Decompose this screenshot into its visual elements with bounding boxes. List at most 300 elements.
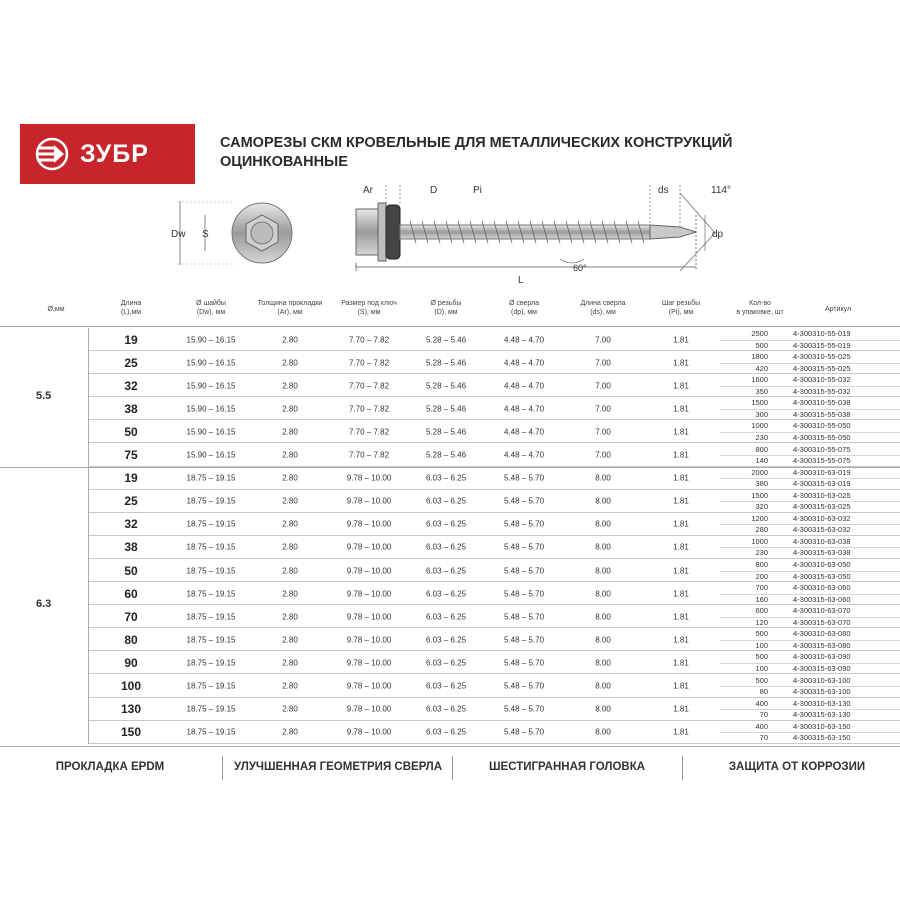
header-text: (L),мм [120, 308, 142, 316]
label-s: S [202, 229, 209, 240]
header-text: Длина [120, 300, 142, 307]
row-divider [88, 743, 900, 744]
title-line-1: САМОРЕЗЫ СКМ КРОВЕЛЬНЫЕ ДЛЯ МЕТАЛЛИЧЕСКИХ КОНСТРУКЦИЙ [220, 135, 733, 151]
cell-article: 4-300315-55-025 [793, 363, 851, 373]
cell-length: 50 [124, 563, 138, 578]
cell-s: 9.78 – 10.00 [346, 658, 392, 668]
cell-quantity: 400 [755, 698, 768, 708]
subrow-divider [720, 409, 900, 410]
cell-article: 4-300315-63-090 [793, 663, 851, 673]
cell-ds: 8.00 [595, 566, 611, 576]
header-washer [196, 300, 226, 317]
cell-ar: 2.80 [282, 404, 298, 414]
subrow-divider [720, 571, 900, 572]
label-angle-tip: 114° [711, 185, 731, 196]
label-d: D [430, 185, 438, 196]
cell-d: 6.03 – 6.25 [425, 519, 467, 529]
cell-ds: 8.00 [595, 612, 611, 622]
cell-dw: 18.75 – 19.15 [186, 681, 236, 691]
header-text: (Pi), мм [668, 308, 694, 316]
screw-diagram [160, 175, 740, 295]
cell-article: 4-300310-63-019 [793, 467, 851, 477]
cell-ds: 8.00 [595, 473, 611, 483]
cell-length: 60 [124, 586, 138, 601]
header-article [825, 306, 851, 315]
cell-pi: 1.81 [673, 381, 689, 391]
table-bottom-divider [0, 746, 900, 747]
cell-length: 25 [124, 494, 138, 509]
cell-dw: 18.75 – 19.15 [186, 542, 236, 552]
cell-ar: 2.80 [282, 542, 298, 552]
cell-ar: 2.80 [282, 381, 298, 391]
cell-quantity: 1500 [751, 490, 768, 500]
cell-quantity: 350 [755, 386, 768, 396]
cell-length: 70 [124, 609, 138, 624]
cell-dw: 15.90 – 16.15 [186, 381, 236, 391]
subrow-divider [720, 686, 900, 687]
cell-d: 6.03 – 6.25 [425, 612, 467, 622]
cell-article: 4-300315-63-130 [793, 710, 851, 720]
cell-pi: 1.81 [673, 589, 689, 599]
cell-quantity: 600 [755, 606, 768, 616]
cell-article: 4-300310-55-032 [793, 375, 851, 385]
cell-ar: 2.80 [282, 427, 298, 437]
cell-quantity: 80 [759, 687, 768, 697]
cell-ds: 8.00 [595, 542, 611, 552]
group-column-divider [88, 328, 89, 467]
table-row [0, 328, 900, 351]
cell-length: 75 [124, 448, 138, 463]
cell-s: 9.78 – 10.00 [346, 496, 392, 506]
cell-quantity: 1000 [751, 536, 768, 546]
cell-s: 9.78 – 10.00 [346, 519, 392, 529]
subrow-divider [720, 340, 900, 341]
table-row [0, 721, 900, 744]
title-line-2: ОЦИНКОВАННЫЕ [220, 154, 348, 170]
cell-dw: 15.90 – 16.15 [186, 335, 236, 345]
cell-article: 4-300315-63-100 [793, 687, 851, 697]
cell-d: 6.03 – 6.25 [425, 658, 467, 668]
cell-ds: 7.00 [595, 381, 611, 391]
cell-ar: 2.80 [282, 519, 298, 529]
subrow-divider [720, 640, 900, 641]
cell-article: 4-300310-63-060 [793, 583, 851, 593]
table-row [0, 444, 900, 467]
feature-hex-head: ШЕСТИГРАННАЯ ГОЛОВКА [488, 761, 646, 773]
cell-ar: 2.80 [282, 681, 298, 691]
cell-ar: 2.80 [282, 727, 298, 737]
cell-d: 6.03 – 6.25 [425, 566, 467, 576]
cell-pi: 1.81 [673, 612, 689, 622]
cell-dp: 5.48 – 5.70 [503, 727, 545, 737]
subrow-divider [720, 524, 900, 525]
cell-dp: 5.48 – 5.70 [503, 542, 545, 552]
header-thread-pitch [662, 300, 700, 317]
table-row [0, 536, 900, 559]
cell-pi: 1.81 [673, 335, 689, 345]
cell-dp: 5.48 – 5.70 [503, 704, 545, 714]
subrow-divider [720, 617, 900, 618]
cell-article: 4-300310-63-080 [793, 629, 851, 639]
cell-ds: 8.00 [595, 681, 611, 691]
cell-ar: 2.80 [282, 335, 298, 345]
cell-ar: 2.80 [282, 358, 298, 368]
cell-dw: 15.90 – 16.15 [186, 358, 236, 368]
cell-length: 90 [124, 655, 138, 670]
table-row [0, 513, 900, 536]
cell-length: 32 [124, 378, 138, 393]
feature-divider [682, 756, 683, 780]
cell-article: 4-300310-63-100 [793, 675, 851, 685]
cell-pi: 1.81 [673, 404, 689, 414]
feature-corrosion: ЗАЩИТА ОТ КОРРОЗИИ [728, 761, 866, 773]
cell-dw: 15.90 – 16.15 [186, 427, 236, 437]
cell-dw: 18.75 – 19.15 [186, 473, 236, 483]
header-text: Ø резьбы [430, 300, 462, 307]
cell-dw: 18.75 – 19.15 [186, 566, 236, 576]
cell-article: 4-300310-63-032 [793, 513, 851, 523]
cell-dp: 5.48 – 5.70 [503, 473, 545, 483]
cell-ar: 2.80 [282, 496, 298, 506]
cell-s: 9.78 – 10.00 [346, 727, 392, 737]
cell-quantity: 500 [755, 675, 768, 685]
cell-dp: 5.48 – 5.70 [503, 635, 545, 645]
cell-dw: 18.75 – 19.15 [186, 635, 236, 645]
cell-quantity: 1800 [751, 352, 768, 362]
cell-ds: 8.00 [595, 496, 611, 506]
cell-pi: 1.81 [673, 450, 689, 460]
cell-quantity: 2000 [751, 467, 768, 477]
cell-article: 4-300315-63-050 [793, 571, 851, 581]
cell-length: 150 [120, 725, 142, 740]
cell-article: 4-300315-63-150 [793, 733, 851, 743]
header-quantity [736, 300, 783, 317]
cell-quantity: 800 [755, 444, 768, 454]
cell-length: 38 [124, 401, 138, 416]
cell-quantity: 230 [755, 548, 768, 558]
cell-d: 5.28 – 5.46 [425, 358, 467, 368]
cell-quantity: 2500 [751, 329, 768, 338]
subrow-divider [720, 547, 900, 548]
cell-s: 9.78 – 10.00 [346, 542, 392, 552]
cell-s: 7.70 – 7.82 [348, 427, 390, 437]
header-text: в упаковке, шт [736, 308, 784, 316]
cell-dp: 5.48 – 5.70 [503, 612, 545, 622]
cell-s: 9.78 – 10.00 [346, 635, 392, 645]
cell-d: 6.03 – 6.25 [425, 473, 467, 483]
cell-article: 4-300310-63-070 [793, 606, 851, 616]
cell-quantity: 500 [755, 652, 768, 662]
cell-dp: 5.48 – 5.70 [503, 681, 545, 691]
cell-quantity: 230 [755, 432, 768, 442]
cell-length: 130 [120, 702, 142, 717]
header-gasket [258, 300, 323, 317]
cell-ds: 7.00 [595, 358, 611, 368]
cell-article: 4-300310-55-050 [793, 421, 851, 431]
header-key-size [341, 300, 397, 317]
table-header [0, 300, 900, 326]
subrow-divider [720, 709, 900, 710]
label-l: L [518, 275, 524, 286]
feature-drill-geometry: УЛУЧШЕННАЯ ГЕОМЕТРИЯ СВЕРЛА [233, 761, 443, 773]
cell-d: 6.03 – 6.25 [425, 727, 467, 737]
cell-s: 9.78 – 10.00 [346, 704, 392, 714]
cell-pi: 1.81 [673, 496, 689, 506]
header-length [121, 300, 142, 317]
subrow-divider [720, 478, 900, 479]
header-text: Артикул [824, 306, 852, 313]
table-row [0, 605, 900, 628]
cell-article: 4-300310-63-150 [793, 721, 851, 731]
header-text: Ø,мм [47, 306, 65, 313]
cell-article: 4-300310-55-038 [793, 398, 851, 408]
group-column-divider [88, 467, 89, 744]
cell-dp: 5.48 – 5.70 [503, 519, 545, 529]
subrow-divider [720, 432, 900, 433]
table-row [0, 420, 900, 443]
cell-ds: 8.00 [595, 635, 611, 645]
header-text: (ds), мм [590, 308, 616, 316]
cell-ds: 7.00 [595, 450, 611, 460]
cell-quantity: 500 [755, 340, 768, 350]
subrow-divider [720, 455, 900, 456]
cell-article: 4-300310-63-130 [793, 698, 851, 708]
header-text: Размер под ключ [341, 300, 397, 307]
cell-quantity: 700 [755, 583, 768, 593]
header-text: Толщина прокладки [257, 300, 323, 307]
header-diameter [47, 306, 64, 315]
header-text: (Dw), мм [196, 308, 226, 316]
cell-s: 7.70 – 7.82 [348, 335, 390, 345]
header-text: Шаг резьбы [661, 300, 701, 307]
header-text: (S), мм [357, 308, 381, 316]
header-text: Ø сверла [508, 300, 540, 307]
cell-d: 5.28 – 5.46 [425, 450, 467, 460]
cell-article: 4-300310-55-025 [793, 352, 851, 362]
cell-pi: 1.81 [673, 427, 689, 437]
cell-dp: 4.48 – 4.70 [503, 404, 545, 414]
cell-pi: 1.81 [673, 566, 689, 576]
cell-pi: 1.81 [673, 358, 689, 368]
cell-dp: 5.48 – 5.70 [503, 658, 545, 668]
cell-ds: 7.00 [595, 427, 611, 437]
cell-ds: 8.00 [595, 519, 611, 529]
table-row [0, 582, 900, 605]
cell-d: 6.03 – 6.25 [425, 635, 467, 645]
page-title [220, 134, 780, 172]
cell-article: 4-300315-63-025 [793, 502, 851, 512]
cell-quantity: 800 [755, 560, 768, 569]
cell-quantity: 1200 [751, 513, 768, 523]
header-drill-diameter [509, 300, 539, 317]
cell-s: 9.78 – 10.00 [346, 612, 392, 622]
subrow-divider [720, 663, 900, 664]
cell-dp: 5.48 – 5.70 [503, 589, 545, 599]
subrow-divider [720, 363, 900, 364]
cell-article: 4-300315-55-075 [793, 456, 851, 466]
table-row [0, 698, 900, 721]
label-angle-thread: 60° [573, 263, 587, 273]
screw-front-view [178, 201, 292, 265]
subrow-divider [720, 501, 900, 502]
label-dw: Dw [171, 229, 186, 240]
cell-s: 7.70 – 7.82 [348, 381, 390, 391]
cell-quantity: 1000 [751, 421, 768, 431]
cell-pi: 1.81 [673, 727, 689, 737]
cell-article: 4-300310-63-025 [793, 490, 851, 500]
cell-pi: 1.81 [673, 681, 689, 691]
table-row [0, 374, 900, 397]
table-row [0, 490, 900, 513]
cell-quantity: 320 [755, 502, 768, 512]
cell-ds: 7.00 [595, 404, 611, 414]
cell-article: 4-300315-63-038 [793, 548, 851, 558]
cell-quantity: 140 [755, 456, 768, 466]
cell-s: 9.78 – 10.00 [346, 473, 392, 483]
cell-ar: 2.80 [282, 612, 298, 622]
feature-divider [222, 756, 223, 780]
cell-article: 4-300315-55-050 [793, 432, 851, 442]
cell-length: 32 [124, 517, 138, 532]
cell-quantity: 120 [755, 617, 768, 627]
cell-quantity: 100 [755, 663, 768, 673]
table-row [0, 397, 900, 420]
feature-divider [452, 756, 453, 780]
cell-dw: 18.75 – 19.15 [186, 612, 236, 622]
subrow-divider [720, 594, 900, 595]
cell-article: 4-300315-55-032 [793, 386, 851, 396]
cell-ds: 8.00 [595, 589, 611, 599]
cell-dw: 18.75 – 19.15 [186, 589, 236, 599]
cell-quantity: 1500 [751, 398, 768, 408]
cell-quantity: 300 [755, 409, 768, 419]
cell-dw: 18.75 – 19.15 [186, 658, 236, 668]
cell-quantity: 380 [755, 479, 768, 489]
cell-pi: 1.81 [673, 519, 689, 529]
header-drill-length [580, 300, 625, 317]
cell-dw: 18.75 – 19.15 [186, 727, 236, 737]
cell-length: 50 [124, 424, 138, 439]
cell-quantity: 280 [755, 525, 768, 535]
subrow-divider [720, 386, 900, 387]
cell-dw: 18.75 – 19.15 [186, 704, 236, 714]
cell-dp: 4.48 – 4.70 [503, 335, 545, 345]
cell-ar: 2.80 [282, 566, 298, 576]
cell-length: 19 [124, 471, 138, 486]
cell-s: 7.70 – 7.82 [348, 450, 390, 460]
header-text: Ø шайбы [196, 300, 226, 307]
header-text: Длина сверла [580, 300, 626, 307]
group-diameter: 5.5 [36, 390, 52, 403]
cell-ar: 2.80 [282, 589, 298, 599]
cell-dw: 18.75 – 19.15 [186, 496, 236, 506]
cell-quantity: 100 [755, 640, 768, 650]
brand-arrow-icon [34, 136, 70, 172]
cell-article: 4-300310-63-038 [793, 536, 851, 546]
header-text: (dp), мм [511, 308, 537, 316]
cell-pi: 1.81 [673, 658, 689, 668]
cell-dp: 4.48 – 4.70 [503, 381, 545, 391]
cell-d: 5.28 – 5.46 [425, 335, 467, 345]
cell-article: 4-300315-63-070 [793, 617, 851, 627]
label-pi: Pi [473, 185, 482, 196]
cell-quantity: 420 [755, 363, 768, 373]
table-row [0, 651, 900, 674]
label-ds: ds [658, 185, 669, 196]
cell-quantity: 70 [759, 733, 768, 743]
cell-ds: 8.00 [595, 658, 611, 668]
cell-pi: 1.81 [673, 473, 689, 483]
cell-d: 6.03 – 6.25 [425, 704, 467, 714]
cell-length: 25 [124, 355, 138, 370]
cell-ds: 8.00 [595, 704, 611, 714]
cell-dp: 5.48 – 5.70 [503, 566, 545, 576]
cell-pi: 1.81 [673, 542, 689, 552]
cell-dp: 4.48 – 4.70 [503, 450, 545, 460]
cell-dp: 4.48 – 4.70 [503, 427, 545, 437]
cell-pi: 1.81 [673, 635, 689, 645]
header-divider [0, 326, 900, 327]
cell-length: 19 [124, 332, 138, 347]
cell-ar: 2.80 [282, 704, 298, 714]
cell-d: 6.03 – 6.25 [425, 542, 467, 552]
cell-d: 5.28 – 5.46 [425, 381, 467, 391]
cell-length: 38 [124, 540, 138, 555]
cell-dw: 15.90 – 16.15 [186, 450, 236, 460]
cell-quantity: 200 [755, 571, 768, 581]
cell-ar: 2.80 [282, 450, 298, 460]
header-thread-diameter [431, 300, 462, 317]
cell-d: 6.03 – 6.25 [425, 496, 467, 506]
cell-d: 6.03 – 6.25 [425, 681, 467, 691]
cell-ar: 2.80 [282, 473, 298, 483]
cell-quantity: 1600 [751, 375, 768, 385]
cell-article: 4-300310-55-019 [793, 329, 851, 338]
cell-ar: 2.80 [282, 635, 298, 645]
table-row [0, 467, 900, 490]
cell-article: 4-300310-55-075 [793, 444, 851, 454]
brand-name: ЗУБР [80, 139, 149, 168]
table-row [0, 559, 900, 582]
cell-s: 7.70 – 7.82 [348, 404, 390, 414]
cell-dw: 18.75 – 19.15 [186, 519, 236, 529]
cell-length: 80 [124, 632, 138, 647]
cell-article: 4-300315-63-080 [793, 640, 851, 650]
cell-dw: 15.90 – 16.15 [186, 404, 236, 414]
cell-article: 4-300315-55-019 [793, 340, 851, 350]
label-dp: dp [712, 229, 724, 240]
screw-side-view [356, 185, 715, 271]
header-text: (D), мм [434, 308, 458, 316]
feature-epdm: ПРОКЛАДКА EPDM [55, 761, 165, 773]
cell-ds: 7.00 [595, 335, 611, 345]
cell-d: 5.28 – 5.46 [425, 404, 467, 414]
table-row [0, 628, 900, 651]
cell-ds: 8.00 [595, 727, 611, 737]
cell-dp: 5.48 – 5.70 [503, 496, 545, 506]
cell-d: 6.03 – 6.25 [425, 589, 467, 599]
cell-s: 9.78 – 10.00 [346, 566, 392, 576]
group-diameter: 6.3 [36, 598, 52, 611]
cell-ar: 2.80 [282, 658, 298, 668]
table-row [0, 351, 900, 374]
header-text: (Ar), мм [277, 308, 303, 316]
cell-article: 4-300315-63-060 [793, 594, 851, 604]
cell-length: 100 [120, 679, 142, 694]
cell-quantity: 500 [755, 629, 768, 639]
cell-article: 4-300315-63-019 [793, 479, 851, 489]
cell-quantity: 70 [759, 710, 768, 720]
